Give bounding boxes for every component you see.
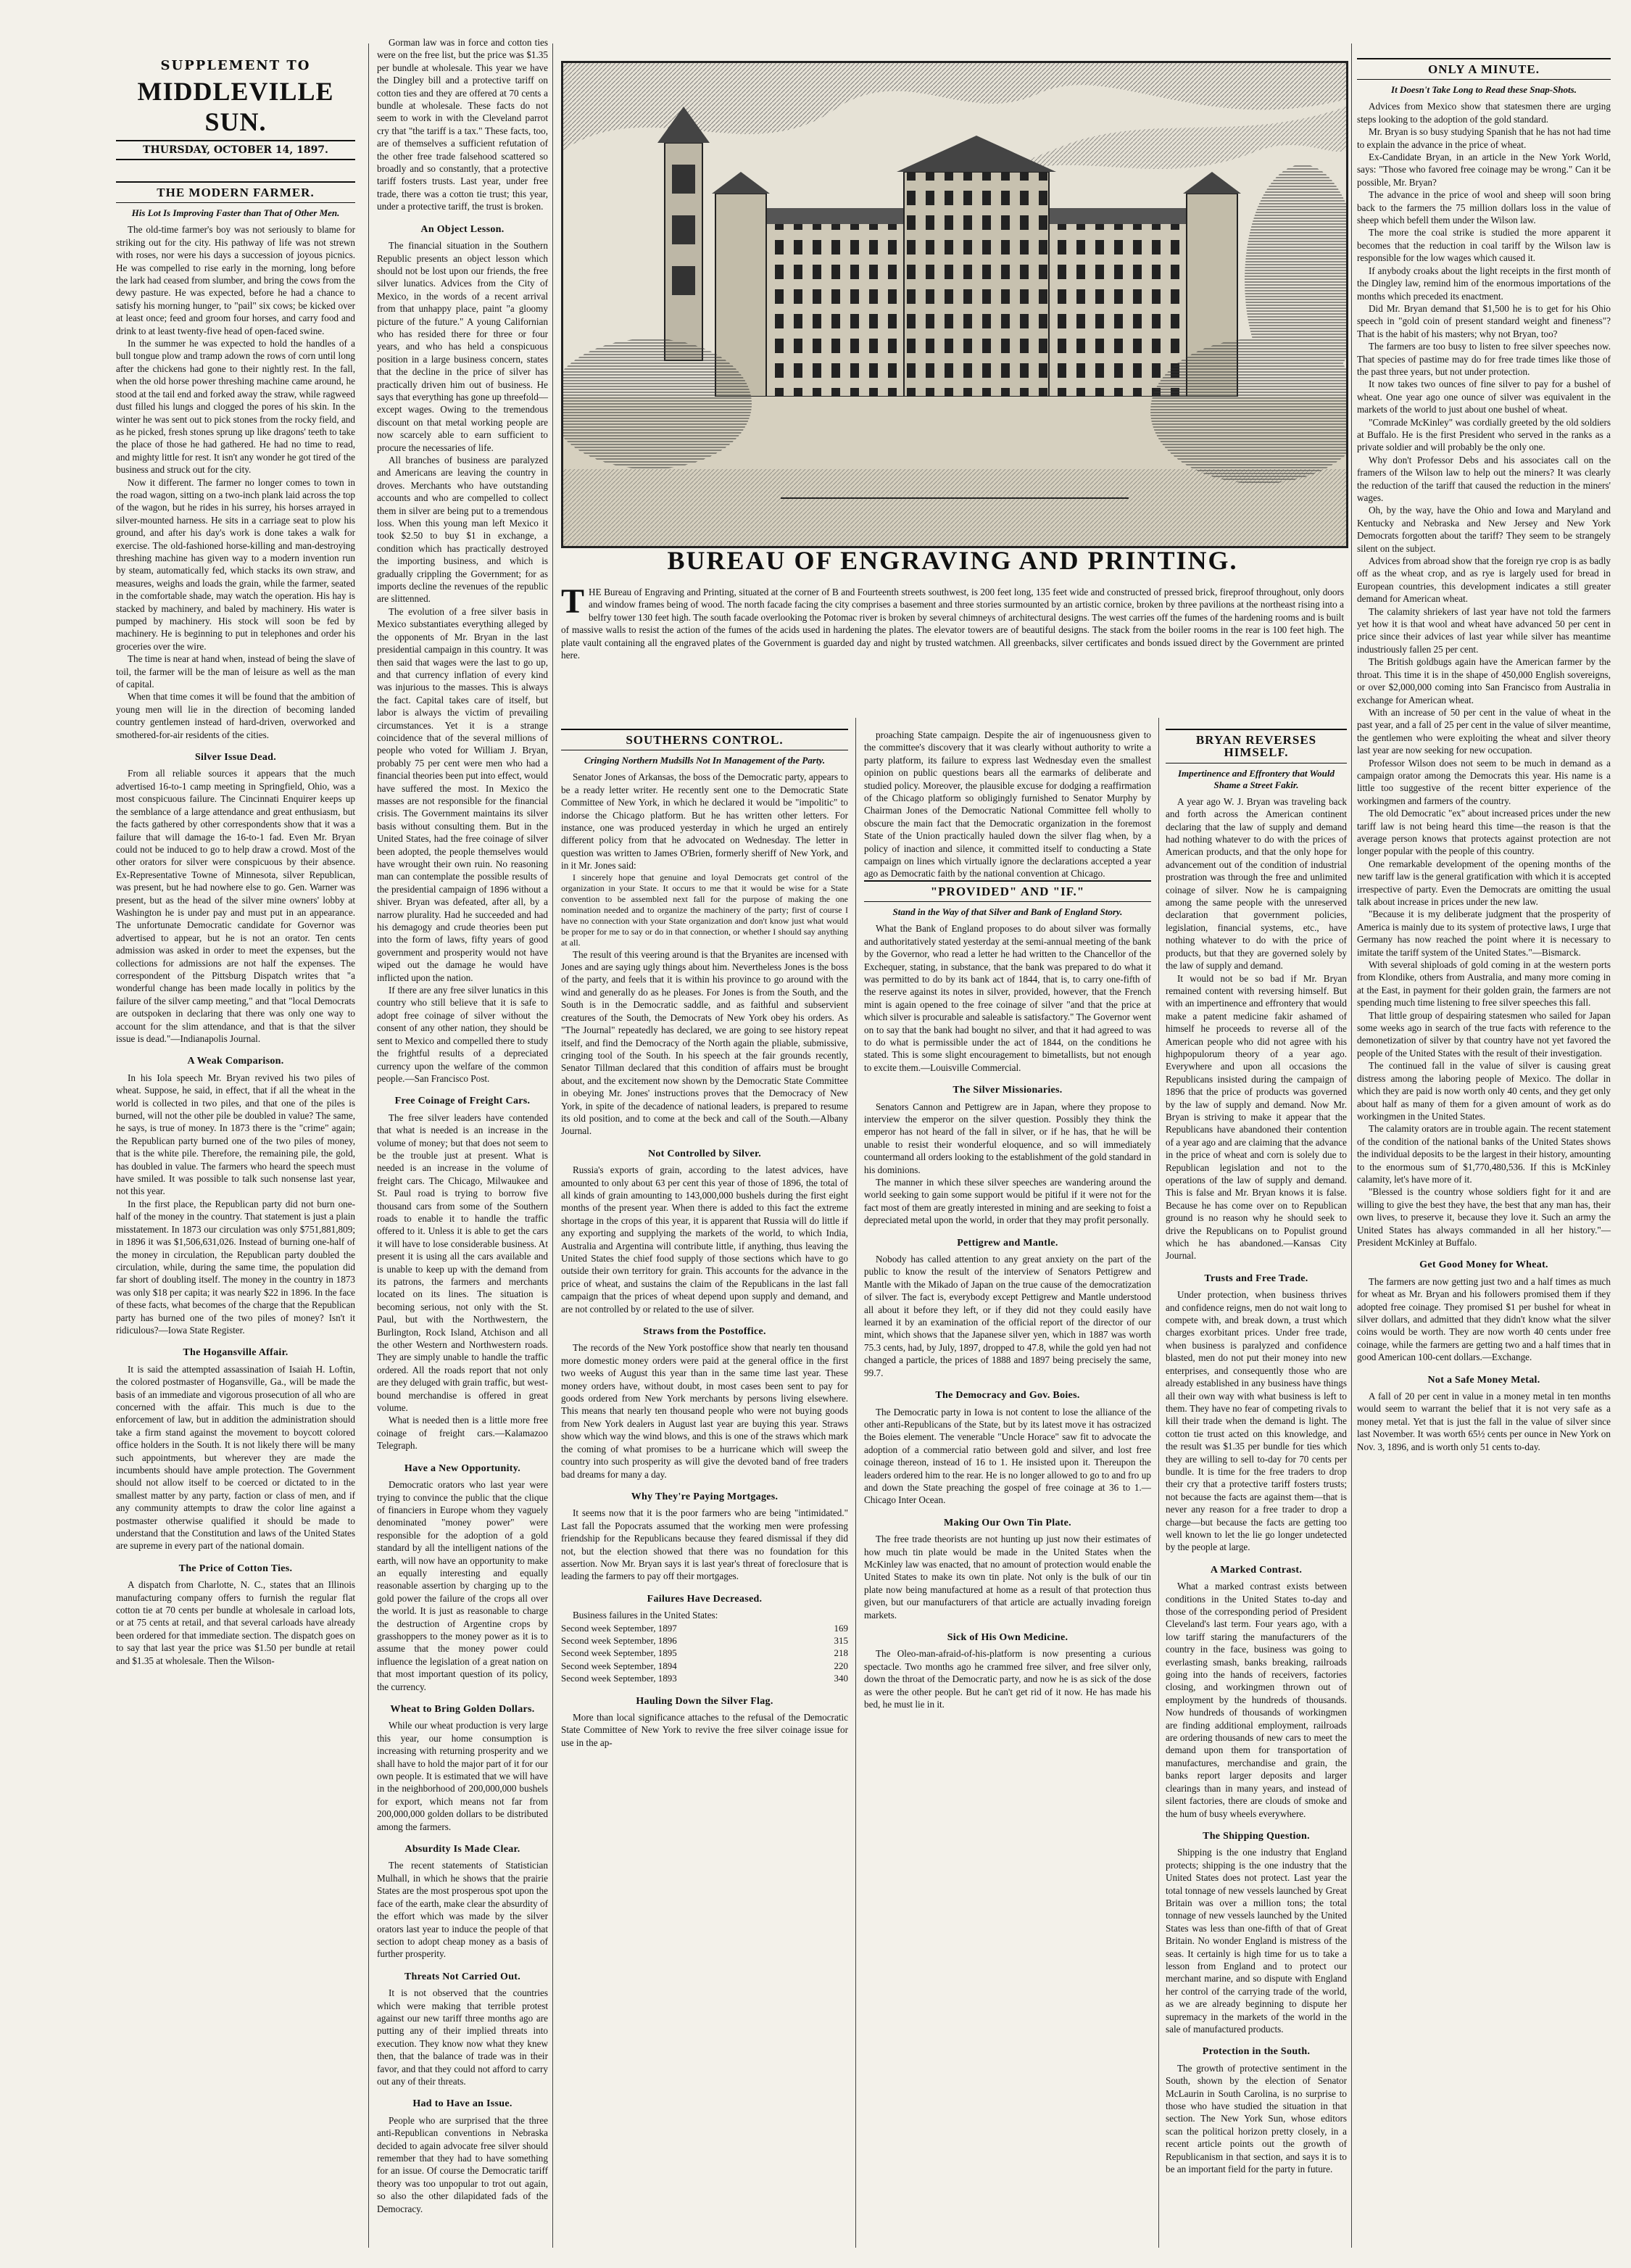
subhead: His Lot Is Improving Faster than That of Other Men. [131,207,340,219]
paragraph: What is needed then is a little more free coinage of freight cars.—Kalamazoo Telegraph. [377,1415,548,1452]
column-2 [377,36,548,2255]
section-heading: Free Coinage of Freight Cars. [394,1096,531,1107]
paragraph: Advices from abroad show that the foreign rye crop is as badly off as the wheat crop, and as rye is largely used for bread in European countries, this development indicates a still greater demand for American wheat. [1357,555,1611,605]
table-cell: Second week September, 1896 [561,1634,677,1646]
headline: THE MODERN FARMER. [116,181,355,203]
quoted-letter: I sincerely hope that genuine and loyal Democrats get control of the organization in your State. It occurs to me that it would be wise for a State convention to be assembled next fall for the purpose of making the one nomination needed and to organize the machinery of the party; first of course I have no connection with your State organization and don't know just what would be proper for me to say or do in that connection, or whether I should say anything at all. [561,872,848,948]
section-heading: The Silver Missionaries. [953,1085,1063,1096]
paragraph: A dispatch from Charlotte, N. C., states that an Illinois manufacturing company offers to furnish the regular flat cotton tie at 70 cents per bundle at wholesale in carload lots, or at 75 cents at retail, and that several carloads have already been ordered for that immediate section. The dispatch goes on to say that last year the price was $1.50 per bundle at retail and $1.35 at wholesale. Then the Wilson- [116,1579,355,1666]
section-heading: The Price of Cotton Ties. [178,1563,293,1574]
table-cell: 218 [834,1647,848,1659]
paragraph: The British goldbugs again have the American farmer by the throat. This time it is in the shape of 450,000 English sovereigns, or over $2,000,000 coming into San Francisco from Australia in exchange for American wheat. [1357,656,1611,705]
paragraph: The old Democratic "ex" about increased prices under the new tariff law is not being heard this time—the reason is that the average person knows that protects against protection are not longer popular with the people of this country. [1357,808,1611,857]
subhead: Cringing Northern Mudsills Not In Management of the Party. [584,755,826,766]
paragraph: Business failures in the United States: [573,1610,718,1621]
column-6 [1357,58,1611,2255]
section-heading: The Shipping Question. [1203,1830,1310,1842]
paragraph: The free trade theorists are not hunting up just now their estimates of how much tin plate would be made in the United States when the McKinley law was enacted, that no amount of protection would enable the United States to make its own tin plate. Not only is the bulk of our tin plate now being manufactured at home as a result of that protection thus given, but our manufacturers of that article are actually invading foreign markets. [864,1534,1151,1621]
table-cell: 169 [834,1622,848,1634]
paragraph: That little group of despairing statesmen who sailed for Japan some weeks ago in search of the true facts with reference to the demonetization of silver by that country have not yet favored the people of the United States with the result of their investigation. [1357,1009,1611,1059]
paragraph: With several shiploads of gold coming in at the western ports from Klondike, others from Australia, and many more coming in at the East, in payment for their golden grain, the farmers are not spending much time listening to free silver speeches this fall. [1357,959,1611,1009]
paragraph: More than local significance attaches to the refusal of the Democratic State Committee of New York to revive the free silver coinage issue for use in the ap- [561,1712,848,1748]
subhead: Impertinence and Effrontery that Would Shame a Street Fakir. [1178,767,1335,790]
section-heading: An Object Lesson. [420,223,505,235]
table-cell: 315 [834,1634,848,1646]
paragraph: It is said the attempted assassination of Isaiah H. Loftin, the colored postmaster of Hogansville, Ga., will be made the basis of an immediate and vigorous prosecution of all who are concerned with the affair. This much is due to the enforcement of law, but in addition the administration should take a firm stand against the movement to boycott colored office holders in the South. It is not likely there will be many such appointments, but wherever they are made the incumbents should have ample protection. The Government should not allow itself to be coerced or dictated to in the smallest matter by any party, faction or class of men, and if any community attempts to draw the color line against a postmaster otherwise qualified it should be made to understand that the Constitution and laws of the United States are supreme in every part of the national domain. [116,1363,355,1552]
section-heading: Pettigrew and Mantle. [957,1237,1058,1249]
headline: "PROVIDED" AND "IF." [864,880,1151,902]
column-5 [1166,729,1347,2251]
paragraph: proaching State campaign. Despite the air of ingenuousness given to the committee's discovery that it was clearly without authority to write a party platform, its failure to express last Wednesday even the smallest opinion on public questions bears all the earmarks of deliberate and studied policy. Moreover, the plausible excuse for dodging a reaffirmation of the Chicago platform so obligingly furnished to Senator Murphy by Chairman Jones of the Democratic National Committee fell wholly to obscure the main fact that the Democratic organization in the foremost State of the Union practically hauled down the silver flag when, by a policy of inaction and silence, it committed itself to conducting a State campaign on lines which virtually ignore the declarations accepted a year ago as Democratic faith by the national convention at Chicago. [864,729,1151,880]
section-heading: Have a New Opportunity. [404,1462,521,1474]
paragraph: A fall of 20 per cent in value in a money metal in ten months would seem to warrant the belief that it is not very safe as a money metal. Yet that is just the fall in the value of silver since last November. It was worth 65½ cents per ounce in New York on Nov. 3, 1896, and is worth only 51 cents to-day. [1357,1391,1611,1452]
section-heading: Straws from the Postoffice. [643,1326,766,1338]
paragraph: If anybody croaks about the light receipts in the first month of the Dingley law, remind him of the enormous importations of the months which preceded its enactment. [1357,265,1611,302]
paragraph: The advance in the price of wool and sheep will soon bring back to the farmers the 75 million dollars loss in the value of sheep which befell them under the Wilson law. [1357,189,1611,226]
masthead-title: MIDDLEVILLE SUN. [137,77,334,136]
paragraph: Democratic orators who last year were trying to convince the public that the clique of financiers in Europe whom they vaguely denominated "money power" were responsible for the adoption of a gold standard by all the intelligent nations of the earth, will now have an opportunity to make an equally interesting and equally reasonable assertion by charging up to the gold power the failure of the crops all over the world. It is just as reasonable to charge the destruction of Argentine crops by grasshoppers to the money power as it is to assume that the money power could influence the legislation of a great nation on that most important question of its policy, the currency. [377,1479,548,1692]
subhead: Stand in the Way of that Silver and Bank of England Story. [892,906,1123,918]
paragraph: In the summer he was expected to hold the handles of a bull tongue plow and tramp adown the rows of corn until long after the chickens had gone to their nightly rest. In the fall, when the old horse power threshing machine came around, he stood at the tail end and forked away the straw, while ragweed dust filled his lungs and clogged the pores of his skin. In the winter he was sent out to pick stones from the rocky field, and as he picked, fresh stones sprung up like dragons' teeth to take the place of those he had gathered. He had no time to read, and mighty little for rest. It isn't any wonder he got tired of the business and struck out for the city. [116,338,355,476]
section-heading: A Marked Contrast. [1210,1564,1303,1576]
paragraph: It now takes two ounces of fine silver to pay for a bushel of wheat. One year ago one ounce of silver was equivalent in the markets of the world to just about one bushel of wheat. [1357,378,1611,415]
table-cell: Second week September, 1893 [561,1673,677,1684]
bureau-building-illustration [563,63,1346,546]
paragraph: The free silver leaders have contended that what is needed is an increase in the volume of money; but that does not seem to be the trouble just at present. What is needed is an increase in the volume of freight cars. The Chicago, Milwaukee and St. Paul road is trying to borrow five thousand cars from some of the Southern roads to enable it to handle the traffic offered to it. Unless it is able to get the cars it will have to lose considerable business. At present it is using all the cars available and is unable to keep up with the demand from its patrons, the farmers and merchants located on its lines. The situation is becoming serious, not only with the St. Paul, but with the Northwestern, the Burlington, Rock Island, Atchison and all the other Western and Northwestern roads. They are simply unable to handle the traffic ordered. All the roads report that not only are they deluged with grain traffic, but west-bound merchandise is offered in great volume. [377,1112,548,1414]
paragraph: The growth of protective sentiment in the South, shown by the election of Senator McLaurin in South Carolina, is no surprise to those who have studied the situation in that section. The New York Sun, whose editors scan the political horizon pretty closely, in a recent article points out the growth of Republicanism in that section, and says it is to be an important field for the party in future. [1166,2062,1347,2175]
paragraph: The farmers are too busy to listen to free silver speeches now. That species of pastime may do for free trade times like those of the past three years, but not under protection. [1357,341,1611,377]
table-cell: Second week September, 1895 [561,1647,677,1659]
table-cell: Second week September, 1894 [561,1660,677,1671]
section-heading: Wheat to Bring Golden Dollars. [390,1704,535,1715]
column-rule [552,44,553,2248]
table-row [561,1672,848,1684]
table-cell: 220 [834,1660,848,1671]
paragraph: The manner in which these silver speeches are wandering around the world seeking to gain some support would be pitiful if it were not for the fact most of them are greatly interested in mining and are seeking to foist a depreciated metal upon the world, in order that they may profit personally. [864,1177,1151,1226]
paragraph: What the Bank of England proposes to do about silver was formally and authoritatively stated yesterday at the semi-annual meeting of the bank by the Governor, who read a letter he had written to the Chancellor of the Exchequer, stating, in substance, that the bank was prepared to do what it was permitted to do by its bank act of 1844, that is, to carry one-fifth of the reserve against its notes in silver, provided, however, that the French mint is again opened to the free coinage of silver "and that the price at which silver is procurable and saleable is satisfactory." The Governor went on to say that the bank had bought no silver, and that it had agreed to was to do what is permissible under the act of 1844, on the conditions he stated. This is some slight encouragement to bimetallists, but not enough to excite them.—Louisville Commercial. [864,923,1151,1073]
paragraph: The result of this veering around is that the Bryanites are incensed with Jones and are saying ugly things about him. Nevertheless Jones is the boss of the party, and feels that it is within his province to go around with the wind and generally do as he pleases. For Jones is from the South, and the South is in the Democratic saddle, and as faithful and subservient creatures of the South, the Democrats of New York obey his orders. As "The Journal" repeatedly has declared, we are going to see history repeat itself, and find the Democracy of the North again the pliable, submissive, cringing tool of the South. In his speech at the fair grounds recently, Senator Tillman declared that this condition of affairs must be brought about, and the excitement now shown by the Democratic State Committee in obeying Mr. Jones' instructions proves that the Democracy of New York, in spite of the decadence of national leaders, is prepared to resume its old position, and to come at the beck and call of the South.—Albany Journal. [561,948,848,1137]
section-heading: Protection in the South. [1202,2046,1311,2058]
paragraph: Advices from Mexico show that statesmen there are urging steps looking to the adoption of the gold standard. [1357,101,1611,125]
section-heading: Get Good Money for Wheat. [1419,1259,1548,1271]
column-rule [368,44,369,2248]
paragraph: The old-time farmer's boy was not seriously to blame for striking out for the city. His pathway of life was not strewn with roses, nor were his days a succession of joyous picnics. He was compelled to rise early in the morning, long before the lark had ceased from slumber, and bring the cows from the dewy pasture. He was expected, before he had a chance to satisfy his morning hunger, to "pail" six cows; be kicked over at least once; feed and groom four horses, and carry food and drink to at least twenty-five head of open-faced swine. [116,224,355,336]
paragraph: It is not observed that the countries which were making that terrible protest against our new tariff three months ago are putting any of their implied threats into execution. They know now what they knew then, that the balance of trade was in their favor, and that they could not afford to carry out any of their threats. [377,1987,548,2087]
engraving-caption: BUREAU OF ENGRAVING AND PRINTING. [667,546,1238,575]
paragraph: It seems now that it is the poor farmers who are being "intimidated." Last fall the Popocrats assumed that the working men were professing friendship for the Republicans because they feared dismissal if they did not, but the election showed that there was no foundation for this assertion. Now Mr. Bryan says it is last year's threat of foreclosure that is leading the farmers to pay off their mortgages. [561,1507,848,1582]
section-heading: Not Controlled by Silver. [647,1148,762,1159]
section-heading: Trusts and Free Trade. [1204,1272,1308,1284]
headline: BRYAN REVERSES HIMSELF. [1166,729,1347,763]
paragraph: The evolution of a free silver basis in Mexico substantiates everything alleged by the opponents of Mr. Bryan in the last presidential campaign in this country. It was then said that wages were the last to go up, and that currency inflation of every kind was injurious to the masses. This is always the fact. Capital takes care of itself, but labor is always the victim of prevailing circumstances. Yet it is a strange coincidence that of the several millions of people who voted for William J. Bryan, probably 75 per cent were men who had a financial theories been put into effect, would have suffered the most. In Mexico the masses are not responsible for the financial crisis. The Government maintains its silver basis without consulting them. But in the United States, had the free coinage of silver been adopted, the people themselves would have wrought their own ruin. No reasoning man can contemplate the possible results of the presidential campaign of 1896 without a shiver. Bryan was defeated, after all, by a narrow plurality. Had he succeeded and had his demagogy and crude theories been put into the form of laws, fifty years of good government and prosperity would not have wiped out the damage he would have inflicted upon the nation. [377,605,548,983]
paragraph: Ex-Candidate Bryan, in an article in the New York World, says: "Those who favored free coinage may be wrong." Can it be possible, Mr. Bryan? [1357,152,1611,188]
paragraph: In the first place, the Republican party did not burn one-half of the money in the country. That statement is just a plain misstatement. In 1873 our circulation was only $751,881,809; in 1896 it was $1,506,631,026. Instead of burning one-half of the money in circulation, the Republican party doubled the circulation, while, during the same time, the population did far short of doubling itself. The money in the country in 1873 was only $18 per capita; it was nearly $22 in 1896. In the face of these facts, what becomes of the charge that the Republican party has burned one of the two piles of money? Isn't it ridiculous?—Iowa State Register. [116,1198,355,1336]
masthead [116,58,355,160]
paragraph: The time is near at hand when, instead of being the slave of toil, the farmer will be the man of leisure as well as the man of capital. [116,653,355,690]
paragraph: Oh, by the way, have the Ohio and Iowa and Maryland and Kentucky and Nebraska and New Jersey and New York Democrats forgotten about the tariff? They seem to be strangely silent on the subject. [1357,505,1611,554]
paragraph: Did Mr. Bryan demand that $1,500 he is to get for his Ohio speech in "gold coin of present standard weight and fineness"? That is the habit of his masters; why not Bryan, too? [1357,302,1611,339]
paragraph: The continued fall in the value of silver is causing great distress among the laboring people of Mexico. The dollar in which they are paid is now worth only 40 cents, and they get only about half as many of them for a given amount of work as do workingmen in the United States. [1357,1060,1611,1122]
engraving-text: HE Bureau of Engraving and Printing, situated at the corner of B and Fourteenth streets southwest, is 200 feet long, 135 feet wide and constructed of pressed brick, fireproof throughout, only doors and window frames being of wood. The north facade facing the city comprises a basement and three stories surmounted by an artistic cornice, broken by three pavilions at the northeast rising into a belfry tower 130 feet high. The south facade overlooking the Potomac river is broken by several chimneys of architectural designs. The west carries off the fumes of the hardening rooms and is built of massive walls to resist the action of the fumes of the acids used in hardening the plates. The elevator towers are of beautiful designs. The stack from the boiler rooms in the rear is 100 feet high. The plate vault containing all the engraved plates of the Government is guarded day and night by trusted watchmen. All greenbacks, silver certificates and bonds issued direct by the Government are printed here. [561,587,1344,661]
paragraph: Under protection, when business thrives and confidence reigns, men do not wait long to compete with, and break down, a trust which charges exorbitant prices. Under free trade, when business is paralyzed and confidence blasted, men do not put their money into new enterprises, and consequently those who are already established in any business have things all their own way with what business is left to them. They have no fear of competing rivals to kill their trade when the demand is light. The cotton tie trust acted on this knowledge, and the result was $1.35 per bundle for ties which they are willing to sell to-day for 70 cents per bundle. It is time for the free traders to drop their cry that a protective tariff fosters trusts; not because the facts are against them—that is never any reason for a free trader to drop a charge—but because the facts are getting too well known to let the lie go longer undetected by the people at large. [1166,1289,1347,1553]
engraving-description [561,582,1344,661]
masthead-supplement: SUPPLEMENT TO [160,58,311,73]
building-engraving [561,61,1348,548]
paragraph: Nobody has called attention to any great anxiety on the part of the public to know the result of the interview of Senators Pettigrew and Mantle with the Mikado of Japan on the true cause of the democratization of silver. The fact is, everybody except Pettigrew and Mantle understood all about it before they left, or if they did not they could easily have learned it by an examination of the official report of the director of our mint, which shows that the Japanese silver yen, which in 1887 was worth 75.3 cents, had, by July, 1897, dropped to 47.8, while the gold yen had not changed a particle, the prices of 1888 and 1897 being precisely the same, 99.7. [864,1254,1151,1378]
paragraph: All branches of business are paralyzed and Americans are leaving the country in droves. Merchants who have outstanding accounts and who are compelled to collect them in silver are being put to a tremendous loss. When this young man left Mexico it took $2.50 to buy $1 in exchange, a condition which has practically destroyed the importing business, and which is gradually crippling the Government; for as imports decline the revenues of the republic are slittenned. [377,455,548,605]
paragraph: It would not be so bad if Mr. Bryan remained content with reversing himself. But with an impertinence and effrontery that would make a patent medicine fakir ashamed of himself he proceeds to reverse all of the American people who did not agree with his highpopulorum theory of a year ago. Everywhere and upon all occasions the Republicans insisted during the campaign of 1896 that the price of products was governed by the law of supply and demand. Now Mr. Bryan is striving to make it appear that the Republicans have abandoned their contention of a year ago and are claiming that the advance in the price of wheat and corn is solely due to Republican legislation and not to the operations of the law of supply and demand. This is false and Mr. Bryan knows it is false. Because he has come over on to Republican ground is no reason why he should seek to drive the Republicans on to Populist ground which he has abandoned.—Kansas City Journal. [1166,972,1347,1262]
paragraph: "Comrade McKinley" was cordially greeted by the old soldiers at Buffalo. He is the first President who served in the ranks as a private soldier and will probably be the only one. [1357,416,1611,453]
section-heading: The Democracy and Gov. Boies. [935,1390,1080,1402]
paragraph: Senator Jones of Arkansas, the boss of the Democratic party, appears to be a ready letter writer. He recently sent one to the Democratic State Committee of New York, in which he declared it would be "impolitic" to indorse the Chicago platform. But he has written other letters. For instance, one was produced yesterday in which he urged an entirely different policy from that he advocated on Wednesday. The letter in question was written to James O'Brien, formerly sheriff of New York, and in it Mr. Jones said: [561,771,848,872]
paragraph: Now it different. The farmer no longer comes to town in the road wagon, sitting on a two-inch plank laid across the top of the wagon, but he rides in his surrey, his horses arrayed in silver-mounted harness. He sits in a carriage seat to plow his ground, and after his day's work is done takes a walk for exercise. The old-fashioned horse-killing and man-destroying threshing machine has given way to a modern invention run by steam, automatically fed, which stacks its own straw, and measures, weighs and loads the grain, while the farmer, seated in the comfortable shade, may watch the operation. His hay is stacked by machinery, and baled by machinery. His water is pumped by machinery. His stock will soon be fed by machinery. He is beginning to put in telephones and order his groceries over the wire. [116,476,355,652]
table-cell: Second week September, 1897 [561,1622,677,1634]
subhead: It Doesn't Take Long to Read these Snap-Shots. [1391,84,1577,96]
paragraph: The calamity shriekers of last year have not told the farmers yet how it is that wool and wheat have advanced 50 per cent in price since their advices of last year while silver has meantime industriously fallen 25 per cent. [1357,605,1611,655]
paragraph: From all reliable sources it appears that the much advertised 16-to-1 camp meeting in Springfield, Ohio, was a most conspicuous failure. The Cincinnati Enquirer keeps up the semblance of a large attendance and great enthusiasm, but the facts gathered by other correspondents show that it was a failure that will damage the 16-to-1 fad. Even Mr. Bryan could not be induced to go to help draw a crowd. Most of the other orators for silver were conspicuous by their absence. Ex-Representative Towne of Minnesota, silver Republican, was present, but he had nowhere else to go. Gen. Warner was present, but as the head of the silver mine owners' lobby at Washington he is under pay and must put in an appearance. The unfortunate Democratic candidate for Governor was advertised to appear, but he is not an orator. Ten cents admission was asked in order to meet the expenses, but the collections for admissions are not half the expenses. The correspondent of the Pittsburg Dispatch writes that "a wonderful change has been made locally in politics by the failure of the silver camp meeting," and that "local Democrats are outspoken in declaring that there was only one way to account for the slim attendance, and that is that the silver issue is dead."—Indianapolis Journal. [116,768,355,1044]
paragraph: The financial situation in the Southern Republic presents an object lesson which should not be lost upon our friends, the free silver lunatics. Advices from the City of Mexico, in the words of a recent arrival from that unhappy place, paint "a gloomy picture of the future." A young Californian who has resided there for three or four years, and who has held a conspicuous position in a large business concern, states that the decline in the price of silver has practically driven him out of business. He says that everything has gone up threefold—except wages. Owing to the tremendous discount on that metal working people are now scarcely able to earn sufficient to procure the necessaries of life. [377,240,548,453]
section-heading: Absurdity Is Made Clear. [404,1844,520,1855]
table-cell: 340 [834,1673,848,1684]
column-4 [864,729,1151,2251]
section-heading: Sick of His Own Medicine. [947,1632,1068,1643]
section-heading: Silver Issue Dead. [194,752,277,763]
paragraph: If there are any free silver lunatics in this country who still believe that it is safe to adopt free coinage of silver without the consent of any other nation, they should be sent to Mexico and compelled there to study the frightful results of a depreciated currency upon the welfare of the common people.—San Francisco Post. [377,985,548,1084]
headline: SOUTHERNS CONTROL. [561,729,848,750]
paragraph: "Because it is my deliberate judgment that the prosperity of America is mainly due to its system of protective laws, I urge that Germany has now reached the point where it is necessary to imitate the tariff system of the United States."—Bismarck. [1357,909,1611,958]
section-heading: A Weak Comparison. [187,1056,284,1067]
paragraph: In his Iola speech Mr. Bryan revived his two piles of wheat. Suppose, he said, in effect, that if all the wheat in the world is collected in two piles, and that one of the piles is burned, will not the other pile be doubled in value? The same, he says, is true of money. In 1873 there is the "crime" again; the Republican party burned one of the two piles of money, that is the white pile. Therefore, the remaining pile, the gold, has doubled in value. The farmers who heard the speech must have smiled. It was possible to talk such nonsense last year, not this year. [116,1072,355,1197]
table-row [561,1647,848,1659]
paragraph: The Democratic party in Iowa is not content to lose the alliance of the other anti-Republicans of the State, but by its latest move it has ostracized the Boies element. The venerable "Uncle Horace" saw fit to advocate the adoption of a commercial ratio between gold and silver, and lost free coinage thereon, instead of 16 to 1. He insisted upon it. Thereupon the leaders ordered him to the rear. He is no longer allowed to go to and fro up and down the State preaching the gospel of free coinage at 36 to 1.—Chicago Inter Ocean. [864,1406,1151,1506]
paragraph: The more the coal strike is studied the more apparent it becomes that the reduction in coal tariff by the Wilson law is responsible for the low wages which caused it. [1357,227,1611,264]
column-1 [116,181,355,2255]
section-heading: Hauling Down the Silver Flag. [636,1695,773,1707]
table-row [561,1660,848,1672]
column-rule [855,718,856,2248]
section-heading: Failures Have Decreased. [647,1593,763,1605]
paragraph: What a marked contrast exists between conditions in the United States to-day and those of the corresponding period of President Cleveland's last term. Four years ago, with a low tariff staring the manufacturers of the country in the face, business was going to everlasting smash, banks breaking, railroads going into the hands of receivers, factories closing, and workingmen thrown out of employment by the hundreds of thousands. Now hundreds of thousands of workingmen are finding additional employment, railroads are ordering thousands of new cars to meet the demand upon them for transportation of manufactures, merchandise and grain, the banks report larger deposits and larger clearings than in many years, and instead of silent factories, there are clouds of smoke and the hum of busy wheels everywhere. [1166,1581,1347,1819]
section-heading: Why They're Paying Mortgages. [631,1491,779,1502]
column-rule [1158,718,1159,2248]
paragraph: Senators Cannon and Pettigrew are in Japan, where they propose to interview the emperor on the silver question. Possibly they think the emperor has not heard of the fall in silver, or if he has, that he will be unable to resist their wonderful eloquence, and so will immediately countermand all orders looking to the establishment of the gold standard in his dominions. [864,1101,1151,1175]
paragraph: Gorman law was in force and cotton ties were on the free list, but the price was $1.35 per bundle at wholesale. This year we have the Dingley bill and a protective tariff on cotton ties and they are offered at 70 cents a bundle at wholesale. These facts do not seem to work in with the Cleveland parrot cry that "the tariff is a tax." These facts, too, are of themselves a sufficient refutation of the other free trade falsehood scattered so broadly and so constantly, that a protective tariff fosters trusts. Last year, under free trade, there was a cotton tie trust; this year, under a protective tariff, the trust is broken. [377,37,548,212]
paragraph: The calamity orators are in trouble again. The recent statement of the condition of the national banks of the United States shows the individual deposits to be the largest in their history, amounting to the enormous sum of $1,770,480,536. If this is McKinley calamity, let's have more of it. [1357,1123,1611,1185]
drop-cap: T [561,582,585,621]
headline: ONLY A MINUTE. [1357,58,1611,80]
paragraph: With an increase of 50 per cent in the value of wheat in the past year, and a fall of 25 per cent in the value of silver meantime, the gentlemen who were exploiting the wheat and silver theory last year are now seeking for new occupation. [1357,706,1611,756]
paragraph: The recent statements of Statistician Mulhall, in which he shows that the prairie States are the most prosperous spot upon the face of the earth, make clear the absurdity of the effort which was made by the silver orators last year to induce the people of that section to adopt cheap money as a basis of further prosperity. [377,1860,548,1960]
paragraph: A year ago W. J. Bryan was traveling back and forth across the American continent declaring that the law of supply and demand had nothing whatever to do with the prices of American products, and that the only hope for advancement out of the condition of industrial prostration was through the free and unlimited coinage of silver. Now he is campaigning among the same people with the unreserved declaration that government policies, legislation, financial systems, etc., have nothing whatever to do with the price of products, but that they are governed solely by the law of supply and demand. [1166,795,1347,972]
section-heading: The Hogansville Affair. [183,1347,289,1359]
failures-table [561,1622,848,1685]
table-row [561,1634,848,1647]
paragraph: "Blessed is the country whose soldiers fight for it and are willing to give the best they have, the best that any man has, their own lives, to preserve it, because they love it. Such an army the United States has always commanded in all her history."—President McKinley at Buffalo. [1357,1186,1611,1248]
paragraph: One remarkable development of the opening months of the new tariff law is the general gratification with which it is accepted irrespective of party. Even the Democrats are omitting the usual talk about increase in prices under the new law. [1357,858,1611,907]
paragraph: Mr. Bryan is so busy studying Spanish that he has not had time to explain the advance in the price of wheat. [1357,126,1611,150]
paragraph: Professor Wilson does not seem to be much in demand as a campaign orator among the Democrats this year. His name is a little too suggestive of the recent bitter experience of the workingmen and farmers of the country. [1357,757,1611,806]
section-heading: Threats Not Carried Out. [404,1971,521,1982]
column-3 [561,729,848,2251]
paragraph: The records of the New York postoffice show that nearly ten thousand more domestic money orders were paid at the general office in the first two weeks of August this year than in the same time last year. These money orders have, without doubt, in most cases been sent to pay for goods ordered from New York merchants by persons living elsewhere. This means that nearly ten thousand people who were not buying goods from New York dealers in August last year are buying this year. Straws show which way the wind blows, and this is one of the straws which mark the coming of what promises to be a hurricane which will sweep the country into such prosperity as will give the devoted band of free traders bad dreams for many a day. [561,1342,848,1480]
paragraph: Russia's exports of grain, according to the latest advices, have amounted to only about 63 per cent this year of those of 1896, the total of all kinds of grain amounting to 143,000,000 bushels during the first eight months of the present year. When there is added to this fact the extreme shortage in the crops of this year, it is apparent that Russia will do little if any exporting and supplying the markets of the world, to which India, Australia and Argentina will contribute little, if anything, thus leaving the United States the chief food supply of those sections which have to go outside their own territory for grain. This accounts for the advance in the price of wheat, and sustains the claim of the Republicans in the last fall campaign that the prices of wheat depend upon supply and demand, and are not controlled by or related to the use of silver. [561,1164,848,1315]
column-rule [1351,44,1352,2248]
paragraph: The farmers are now getting just two and a half times as much for wheat as Mr. Bryan and his followers promised them if they adopted free coinage. They promised $1 per bushel for wheat in silver dollars, and admitted that they didn't know what the silver coins would be worth. They are now worth 40 cents under free coinage, while the farmers are getting two and a half times that in good American 100-cent dollars.—Exchange. [1357,1275,1611,1363]
paragraph: The Oleo-man-afraid-of-his-platform is now presenting a curious spectacle. Two months ago he crammed free silver, and free silver only, down the throat of the Democratic party, and now he is as sick of the dose as were the other people. But he can't get rid of it now. He has made his bed, he must lie in it. [864,1648,1151,1710]
masthead-date: THURSDAY, OCTOBER 14, 1897. [116,140,355,160]
paragraph: Why don't Professor Debs and his associates call on the framers of the Wilson law to help out the miners? It was clearly the reduction of the tariff that caused the reduction in the miners' wages. [1357,454,1611,503]
paragraph: When that time comes it will be found that the ambition of young men will lie in the direction of becoming landed country gentlemen instead of hard-driven, overworked and smothered-for-air residents of the cities. [116,691,355,740]
section-heading: Had to Have an Issue. [412,2098,512,2110]
paragraph: People who are surprised that the three anti-Republican conventions in Nebraska decided to again advocate free silver should remember that they had to have something for an issue. Of course the Democratic tariff theory was too unpopular to trot out again, so also the other dilapidated fads of the Democracy. [377,2114,548,2214]
section-heading: Making Our Own Tin Plate. [944,1517,1071,1528]
paragraph: While our wheat production is very large this year, our home consumption is increasing with returning prosperity and we shall have to hold the major part of it for our own people. It is estimated that we will have in the neighborhood of 200,000,000 bushels for export, which means not far from 200,000,000 golden dollars to be distributed among the farmers. [377,1720,548,1832]
table-row [561,1622,848,1634]
paragraph: Shipping is the one industry that England protects; shipping is the one industry that the United States does not protect. Last year the total tonnage of new vessels launched by Great Britain was over a million tons; the total tonnage of new vessels launched by the United States was less than one-fifth of that of Great Britain. No wonder England is mistress of the seas. It certainly is high time for us to take a lesson from England and to protect our merchant marine, and so dispute with England her control of the carrying trade of the world, as we are already beginning to dispute her supremacy in the markets of the world in the sale of manufactured products. [1166,1847,1347,2035]
section-heading: Not a Safe Money Metal. [1427,1374,1540,1386]
